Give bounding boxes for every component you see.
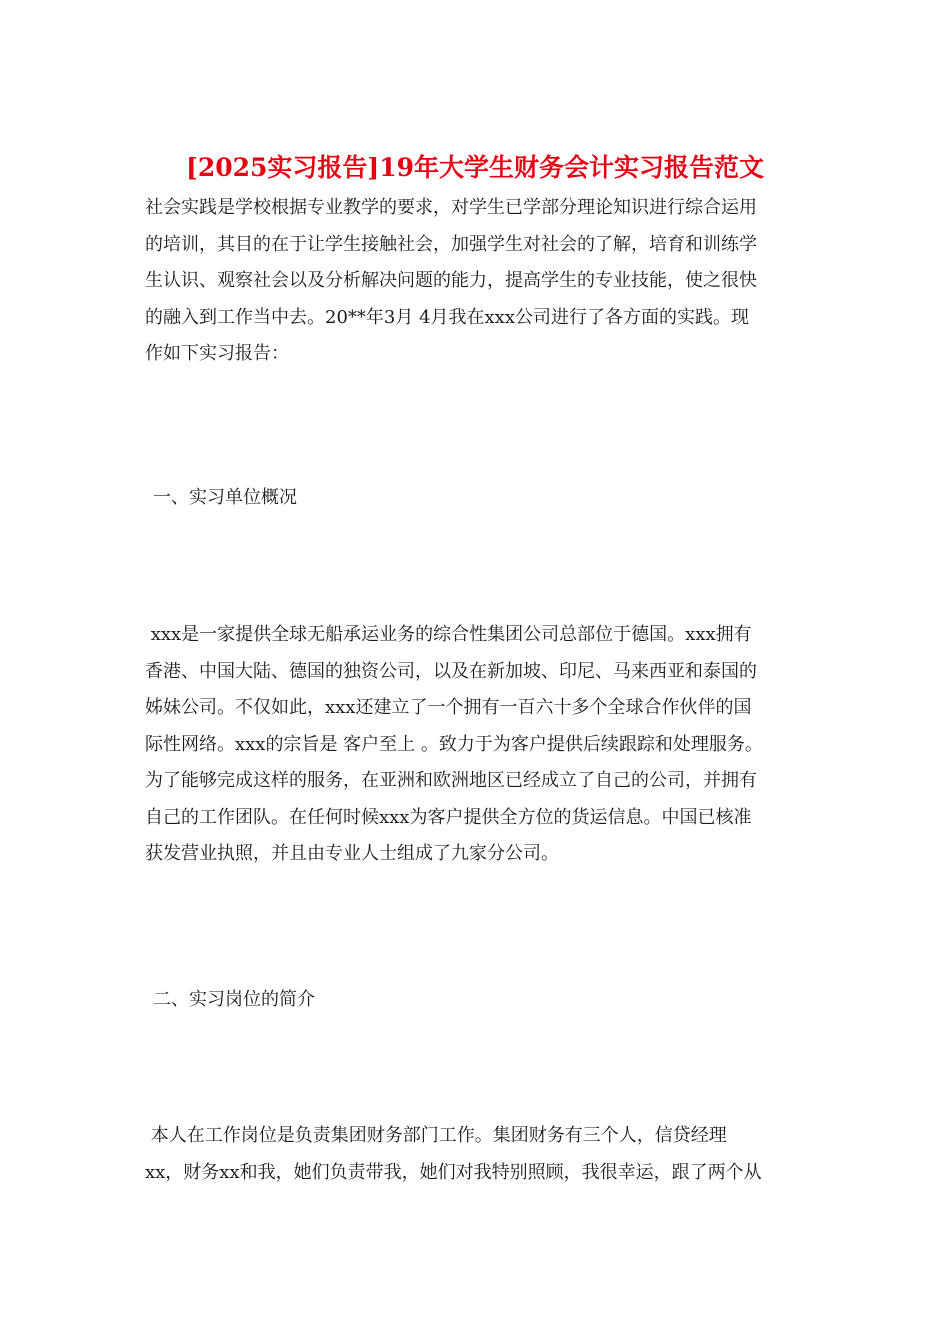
paragraph-line: 获发营业执照，并且由专业人士组成了九家分公司。: [145, 843, 559, 864]
paragraph-line: xxx是一家提供全球无船承运业务的综合性集团公司总部位于德国。xxx拥有: [145, 624, 752, 645]
paragraph-line: 本人在工作岗位是负责集团财务部门工作。集团财务有三个人，信贷经理: [145, 1125, 727, 1146]
section2-paragraph: [145, 1118, 815, 1191]
paragraph-line: 社会实践是学校根据专业教学的要求，对学生已学部分理论知识进行综合运用: [145, 197, 757, 218]
section-heading-1: 一、实习单位概况: [153, 487, 297, 508]
paragraph-line: 际性网络。xxx的宗旨是 客户至上 。致力于为客户提供后续跟踪和处理服务。: [145, 733, 763, 755]
paragraph-line: xx，财务xx和我，她们负责带我，她们对我特别照顾，我很幸运，跟了两个从: [145, 1161, 762, 1183]
document-title: [2025实习报告]19年大学生财务会计实习报告范文: [185, 153, 765, 182]
paragraph-line: 自己的工作团队。在任何时候xxx为客户提供全方位的货运信息。中国已核准: [145, 806, 752, 828]
paragraph-line: 姊妹公司。不仅如此，xxx还建立了一个拥有一百六十多个全球合作伙伴的国: [145, 697, 752, 718]
section-heading-2: 二、实习岗位的简介: [153, 989, 315, 1010]
paragraph-line: 的培训，其目的在于让学生接触社会，加强学生对社会的了解，培育和训练学: [145, 233, 757, 255]
intro-paragraph: [145, 190, 815, 373]
paragraph-line: 作如下实习报告：: [145, 343, 289, 364]
paragraph-line: 香港、中国大陆、德国的独资公司，以及在新加坡、印尼、马来西亚和泰国的: [145, 660, 757, 682]
paragraph-line: 为了能够完成这样的服务，在亚洲和欧洲地区已经成立了自己的公司，并拥有: [145, 770, 757, 791]
section1-paragraph: [145, 617, 815, 873]
paragraph-line: 的融入到工作当中去。20**年3月 4月我在xxx公司进行了各方面的实践。现: [145, 306, 749, 328]
paragraph-line: 生认识、观察社会以及分析解决问题的能力，提高学生的专业技能，使之很快: [145, 270, 757, 291]
